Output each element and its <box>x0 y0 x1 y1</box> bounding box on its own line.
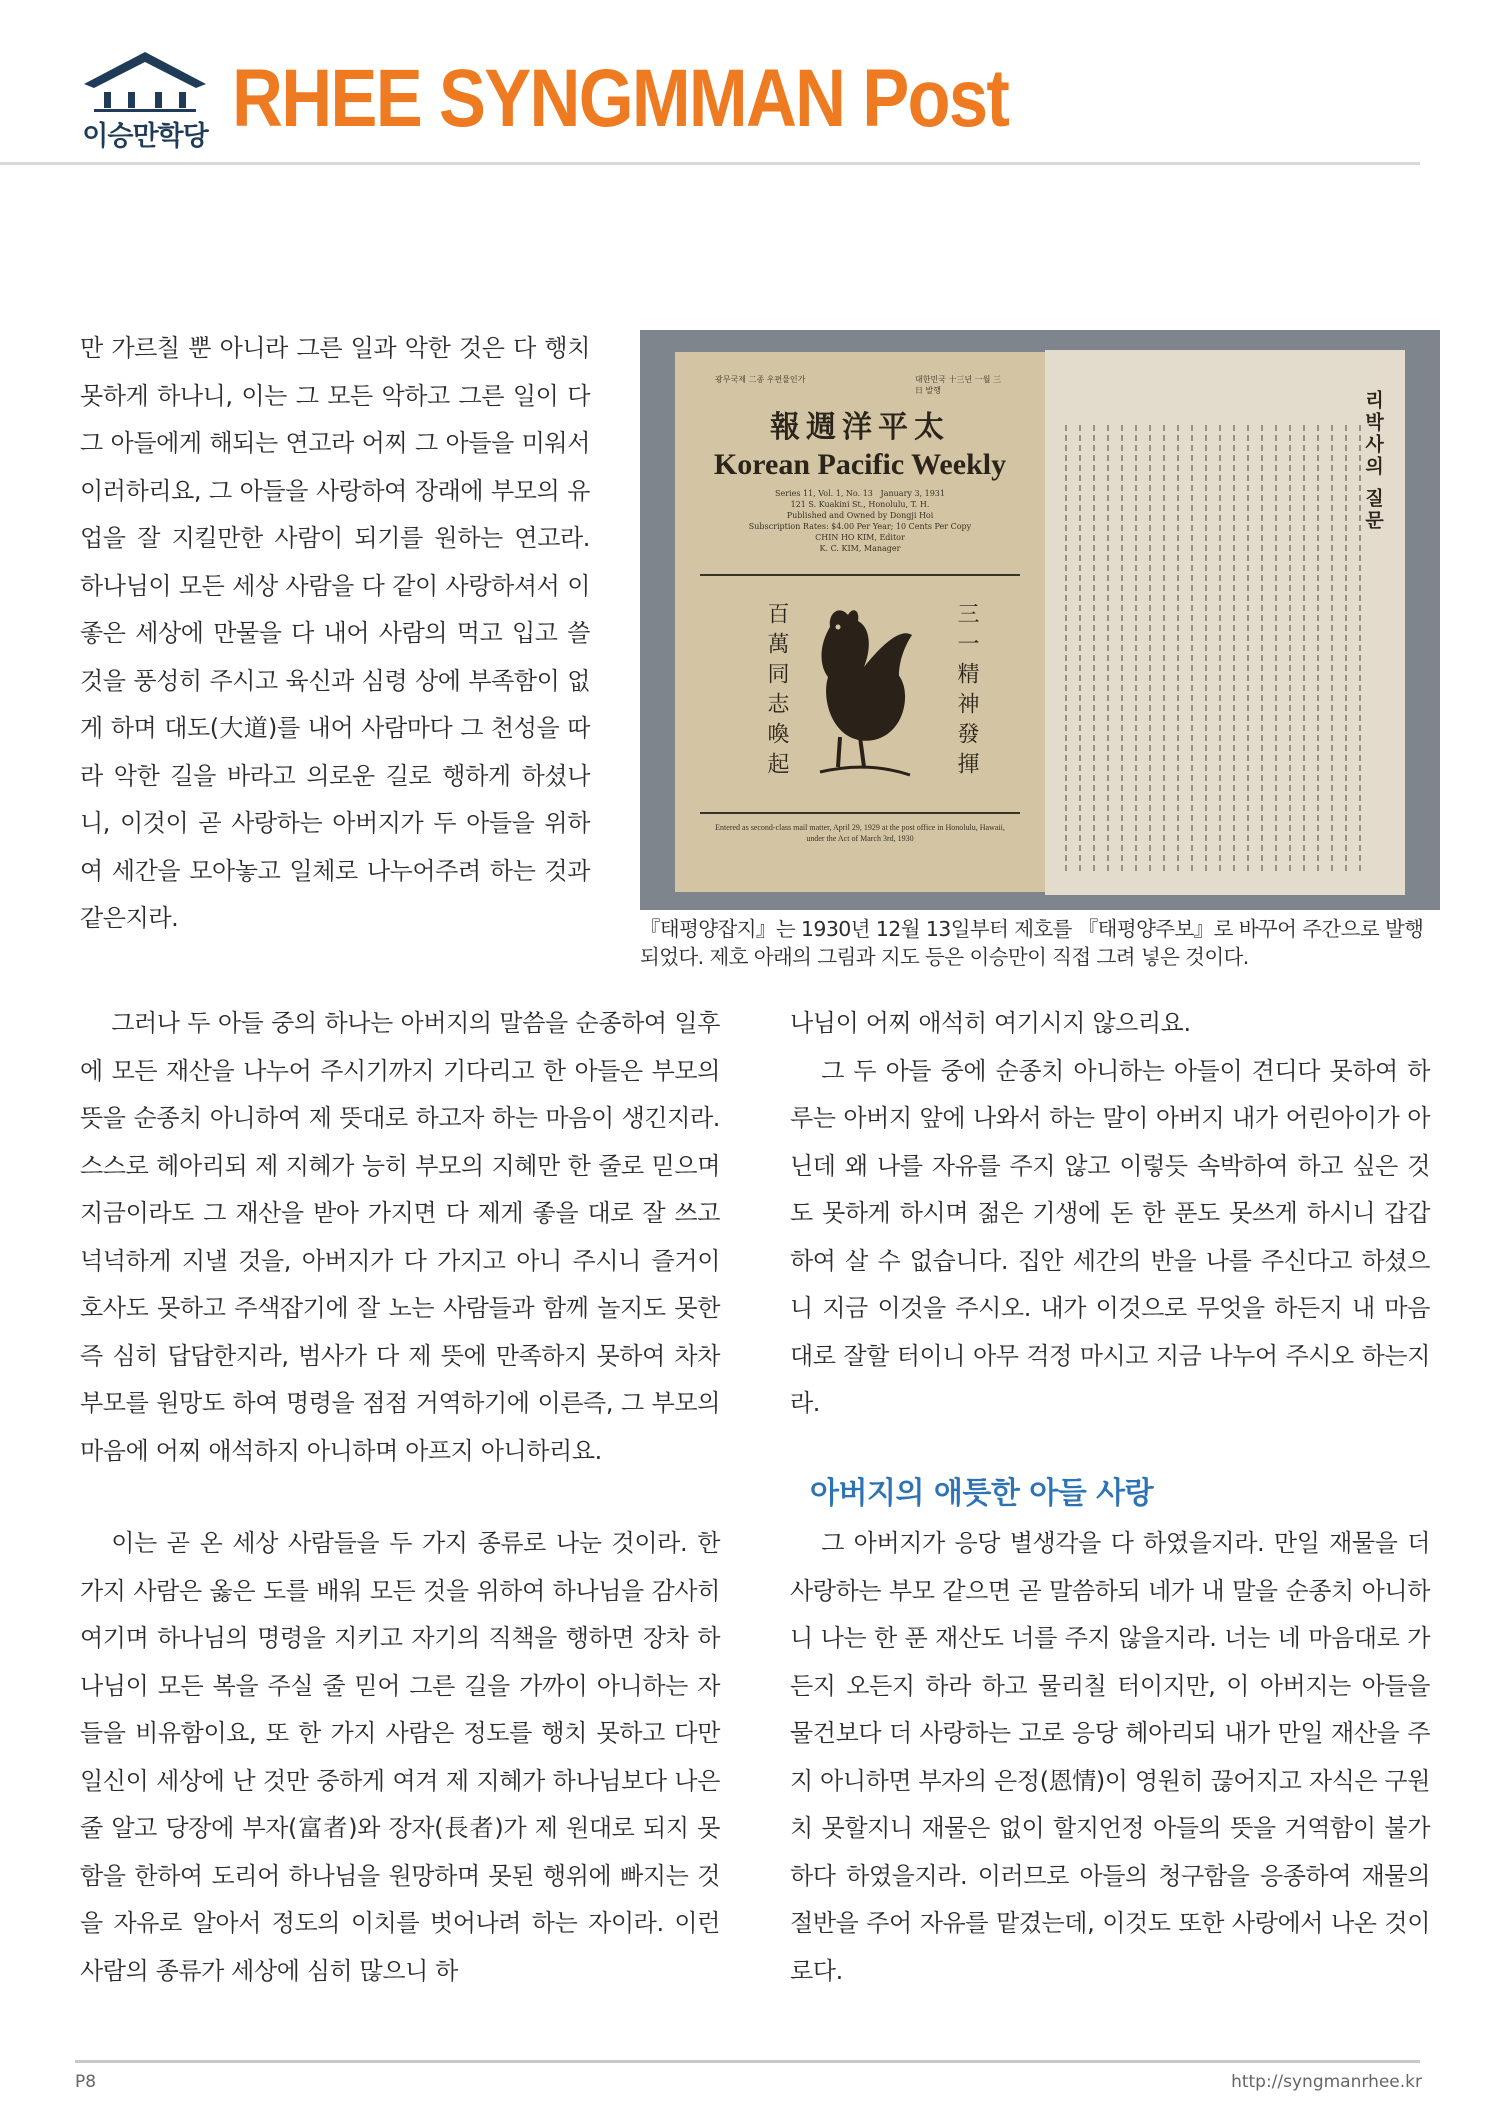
website-link[interactable]: http://syngmanrhee.kr <box>1231 2072 1422 2092</box>
cover-right-slogan: 三一精神發揮 <box>954 602 979 782</box>
magazine-inner-page <box>1045 350 1405 895</box>
photo-caption: 『태평양잡지』는 1930년 12월 13일부터 제호를 『태평양주보』로 바꾸어 주간으로 발행되었다. 제호 아래의 그림과 지도 등은 이승만이 직접 그려 넣은 것이다. <box>640 917 1424 969</box>
cover-rule-bottom <box>700 812 1020 814</box>
cover-editor: CHIN HO KIM, Editor <box>815 533 905 542</box>
schoolhouse-icon <box>80 50 210 114</box>
paragraph-4: 나님이 어찌 애석히 여기시지 않으리요. <box>790 1009 1191 1037</box>
footer-divider <box>75 2060 1420 2063</box>
inner-page-title: 리박사의 질문 <box>1362 390 1384 532</box>
cover-top-left: 광무국제 二종 우편물인가 <box>715 375 806 384</box>
cover-date: January 3, 1931 <box>880 489 945 498</box>
cover-title-chinese: 報週洋平太 <box>770 410 950 445</box>
magazine-photo <box>640 330 1440 910</box>
section-heading: 아버지의 애틋한 아들 사랑 <box>810 1476 1154 1511</box>
cover-top-right: 대한민국 十三년 一월 三日 발행 <box>915 375 1001 395</box>
magazine-cover <box>675 352 1045 892</box>
logo <box>70 50 220 150</box>
publication-title: RHEE SYNGMMAN Post <box>232 53 1009 144</box>
cover-rule-top <box>700 574 1020 576</box>
logo-text: 이승만학당 <box>82 121 208 152</box>
cover-published: Published and Owned by Dongji Hoi <box>786 511 934 520</box>
cover-masthead <box>705 402 1015 554</box>
cover-series-number: Series 11, Vol. 1, No. 13 <box>775 489 873 498</box>
paragraph-6: 그 아버지가 응당 별생각을 다 하였을지라. 만일 재물을 더 사랑하는 부모 같으면 곧 말씀하되 네가 내 말을 순종치 아니하니 나는 한 푼 재산도 너를 주지 않을지라. 너는 네 마음대로 가든지 오든지 하라 하고 물리칠 터이지만, 이 아버지는 아들을 물건보다 더 사랑하는 고로 응당 헤아리되 내가 만일 재산을 주지 아니하면 부자의 은정(恩情)이 영원히 끊어지고 자식은 구원치 못할지니 재물은 없이 할지언정 아들의 뜻을 거역함이 불가하다 하였을지라. 이러므로 아들의 청구함을 응종하여 재물의 절반을 주어 자유를 맡겼는데, 이것도 또한 사랑에서 나온 것이로다. <box>790 1529 1430 1985</box>
paragraph-3: 이는 곧 온 세상 사람들을 두 가지 종류로 나눈 것이라. 한 가지 사람은 옳은 도를 배워 모든 것을 위하여 하나님을 감사히 여기며 하나님의 명령을 지키고 자기의 직책을 행하면 장차 하나님이 모든 복을 주실 줄 믿어 그른 길을 가까이 아니하는 자들을 비유함이요, 또 한 가지 사람은 정도를 행치 못하고 다만 일신이 세상에 난 것만 중하게 여겨 제 지혜가 하나님보다 나은 줄 알고 당장에 부자(富者)와 장자(長者)가 제 원대로 되지 못함을 한하여 도리어 하나님을 원망하며 못된 행위에 빠지는 것을 자유로 알아서 정도의 이치를 벗어나려 하는 자이라. 이런 사람의 종류가 세상에 심히 많으니 하 <box>80 1529 720 1985</box>
paragraph-5: 그 두 아들 중에 순종치 아니하는 아들이 견디다 못하여 하루는 아버지 앞에 나와서 하는 말이 아버지 내가 어린아이가 아닌데 왜 나를 자유를 주지 않고 이렇듯 속박하여 하고 싶은 것도 못하게 하시며 젊은 기생에 돈 한 푼도 못쓰게 하시니 갑갑하여 살 수 없습니다. 집안 세간의 반을 나를 주신다고 하셨으니 지금 이것을 주시오. 내가 이것으로 무엇을 하든지 내 마음대로 잘할 터이니 아무 걱정 마시고 지금 나누어 주시오 하는지라. <box>790 1056 1430 1417</box>
cover-title-english: Korean Pacific Weekly <box>713 448 1007 481</box>
header-divider <box>0 162 1420 165</box>
cover-address: 121 S. Kuakini St., Honolulu, T. H. <box>790 500 930 509</box>
cover-left-slogan: 百萬同志喚起 <box>764 602 789 782</box>
cover-subscription: Subscription Rates: $4.00 Per Year; 10 Cents Per Copy <box>748 522 972 531</box>
paragraph-2: 그러나 두 아들 중의 하나는 아버지의 말씀을 순종하여 일후에 모든 재산을 나누어 주시기까지 기다리고 한 아들은 부모의 뜻을 순종치 아니하여 제 뜻대로 하고자 하는 마음이 생긴지라. 스스로 헤아리되 제 지혜가 능히 부모의 지혜만 한 줄로 믿으며 지금이라도 그 재산을 받아 가지면 다 제게 좋을 대로 잘 쓰고 넉넉하게 지낼 것을, 아버지가 다 가지고 아니 주시니 즐거이 호사도 못하고 주색잡기에 잘 노는 사람들과 함께 놀지도 못한즉 심히 답답한지라, 범사가 다 제 뜻에 만족하지 못하여 차차 부모를 원망도 하여 명령을 점점 거역하기에 이른즉, 그 부모의 마음에 어찌 애석하지 아니하며 아프지 아니하리요. <box>80 1009 720 1465</box>
paragraph-1: 만 가르칠 뿐 아니라 그른 일과 악한 것은 다 행치 못하게 하나니, 이는 그 모든 악하고 그른 일이 다 그 아들에게 해되는 연고라 어찌 그 아들을 미워서 이러하리요, 그 아들을 사랑하여 장래에 부모의 유업을 잘 지킬만한 사람이 되기를 원하는 연고라. 하나님이 모든 세상 사람을 다 같이 사랑하셔서 이 좋은 세상에 만물을 다 내어 사람의 먹고 입고 쓸 것을 풍성히 주시고 육신과 심령 상에 부족함이 없게 하며 대도(大道)를 내어 사람마다 그 천성을 따라 악한 길을 바라고 의로운 길로 행하게 하셨나니, 이것이 곧 사랑하는 아버지가 두 아들을 위하여 세간을 모아놓고 일체로 나누어주려 하는 것과 같은지라. <box>80 334 614 932</box>
inner-page-text-columns <box>1065 425 1365 875</box>
cover-mail-notice: Entered as second-class mail matter, April 29, 1929 at the post office in Honolulu, Hawaii, under the Act of March 3rd, 1930 <box>715 823 1005 843</box>
page-number: P8 <box>75 2072 97 2092</box>
cover-manager: K. C. KIM, Manager <box>819 544 901 553</box>
cover-series <box>705 488 1015 554</box>
rooster-illustration <box>800 587 920 787</box>
